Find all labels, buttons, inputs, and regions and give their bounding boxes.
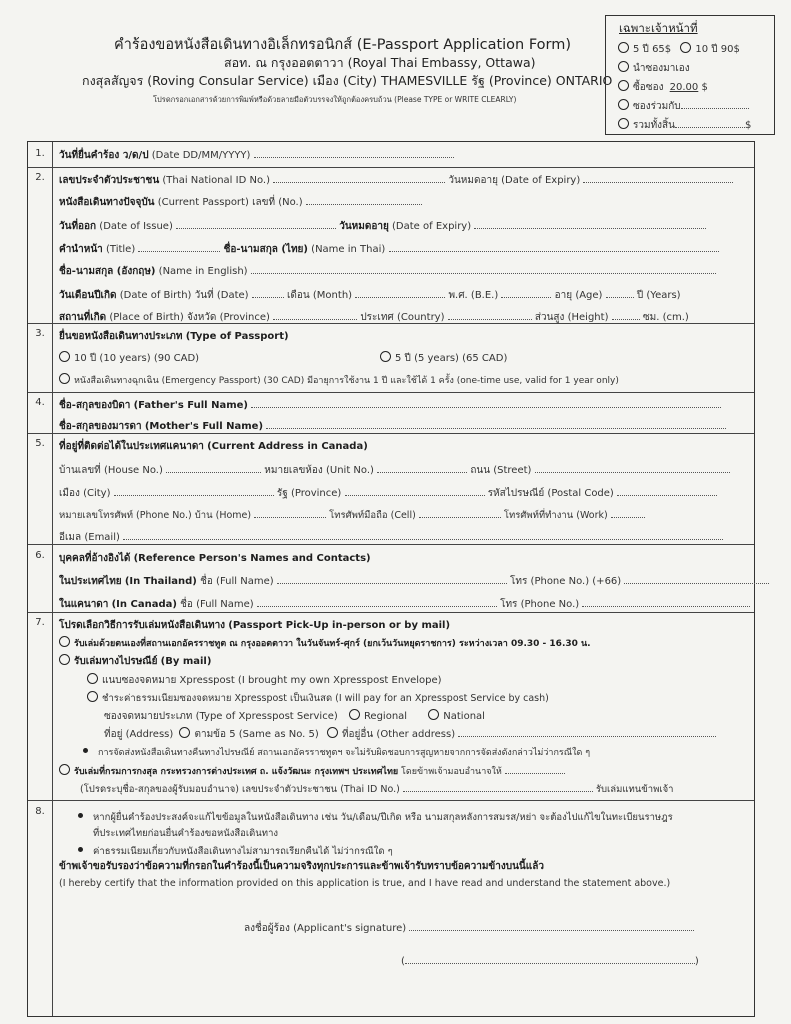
pob-label-th: สถานที่เกิด: [59, 312, 107, 323]
pob-province-label-en: (Province): [219, 312, 270, 323]
title-thai: คำร้องขอหนังสือเดินทางอิเล็กทรอนิกส์: [114, 37, 353, 53]
option-10-years-radio[interactable]: [59, 351, 70, 362]
self-envelope-label: นำซองมาเอง: [633, 63, 690, 74]
total-field[interactable]: [675, 118, 745, 128]
mail-pickup-label-en: (By mail): [160, 656, 212, 667]
age-label-th: อายุ: [554, 290, 573, 301]
mail-liability-note-text: การจัดส่งหนังสือเดินทางคืนทางไปรษณีย์ สถานเอกอัครราชทูตฯ จะไม่รับผิดชอบการสูญหายจากการจัดส่งดังกล่าวไม่ว่ากรณีใด ๆ: [98, 748, 591, 758]
mother-name-field[interactable]: [266, 419, 726, 429]
pay-service-radio[interactable]: [87, 691, 98, 702]
city-thai: เมือง: [312, 73, 339, 88]
section-number-7: 7.: [35, 617, 45, 628]
own-envelope-radio[interactable]: [87, 673, 98, 684]
thai-id-label-th: เลขประจำตัวประชาชน: [59, 175, 160, 186]
option-5-years-label: 5 ปี (5 years) (65 CAD): [395, 353, 508, 364]
embassy-line: [224, 53, 536, 73]
office-title: เฉพาะเจ้าหน้าที่: [619, 21, 698, 35]
option-10y-radio[interactable]: [680, 42, 691, 53]
bullet-icon: [83, 748, 88, 753]
title-english: (E-Passport Application Form): [356, 37, 572, 53]
section-6-heading: [59, 551, 371, 566]
father-label-th: ชื่อ-สกุลของบิดา: [59, 400, 131, 411]
ref-canada-label-en: (In Canada): [111, 599, 177, 610]
email-label-en: (Email): [84, 532, 120, 543]
office-use-box: [605, 15, 775, 135]
embassy-pickup-radio[interactable]: [59, 636, 70, 647]
city-english: (City) THAMESVILLE: [342, 73, 468, 88]
row-city-postal: [59, 486, 717, 501]
postal-label-en: (Postal Code): [547, 488, 614, 499]
delivery-address-label-th: ที่อยู่: [104, 729, 123, 740]
signature-field[interactable]: [409, 921, 694, 931]
note-fee-nonrefundable: [78, 844, 393, 859]
work-label-th: โทรศัพท์ที่ทำงาน: [503, 510, 574, 521]
option-10-years-label: 10 ปี (10 years) (90 CAD): [74, 353, 200, 364]
father-name-field[interactable]: [251, 398, 721, 408]
english-name-field[interactable]: [251, 264, 716, 274]
ministry-pickup-label: รับเล่มที่กรมการกงสุล กระทรวงการต่างประเทศ ถ. แจ้งวัฒนะ กรุงเทพฯ ประเทศไทย: [74, 767, 399, 777]
signature-label-th: ลงชื่อผู้ร้อง: [244, 923, 290, 934]
joint-envelope-radio[interactable]: [618, 99, 629, 110]
english-name-label-en: (Name in English): [158, 266, 248, 277]
proxy-id-field[interactable]: [403, 782, 593, 792]
pickup-label-th: โปรดเลือกวิธีการรับเล่มหนังสือเดินทาง: [59, 620, 226, 631]
ref-thailand-name-label-en: (Full Name): [216, 576, 274, 587]
other-address-field[interactable]: [458, 727, 716, 737]
certification-thai: ข้าพเจ้าขอรับรองว่าข้อความที่กรอกในคำร้องนี้เป็นความจริงทุกประการและข้าพเจ้ารับทราบข้อความข้างบนนี้แล้ว: [59, 861, 544, 872]
dob-label-th: วันเดือนปีเกิด: [59, 290, 117, 301]
note-amend-info-cont: ที่ประเทศไทยก่อนยื่นคำร้องขอหนังสือเดินทาง: [93, 828, 279, 839]
option-embassy-pickup[interactable]: [59, 636, 591, 650]
buy-envelope-label: ซื้อซอง: [633, 82, 664, 93]
total-radio[interactable]: [618, 118, 629, 129]
postal-label-th: รหัสไปรษณีย์: [487, 488, 545, 499]
years-label-en: (Years): [646, 290, 681, 301]
reference-label-th: บุคคลที่อ้างอิงได้: [59, 553, 131, 564]
home-phone-field[interactable]: [254, 508, 326, 518]
ref-thailand-name-label-th: ชื่อ: [200, 576, 213, 587]
same-as-5-radio[interactable]: [179, 727, 190, 738]
dob-day-field[interactable]: [252, 288, 284, 298]
id-expiry-field[interactable]: [583, 173, 733, 183]
row-current-passport: [59, 195, 422, 210]
row-issue-expiry: [59, 219, 706, 234]
ref-canada-name-label-en: (Full Name): [196, 599, 254, 610]
unit-label-th: หมายเลขห้อง: [264, 465, 323, 476]
mother-label-en: (Mother's Full Name): [144, 421, 264, 432]
same-as-5-label: ตามข้อ 5 (Same as No. 5): [194, 729, 319, 740]
father-label-en: (Father's Full Name): [133, 400, 248, 411]
embassy-thai: สอท. ณ กรุงออตตาวา: [224, 55, 344, 70]
self-envelope-radio[interactable]: [618, 61, 629, 72]
section-number-6: 6.: [35, 550, 45, 561]
envelope-currency: $: [701, 82, 708, 93]
dob-year-field[interactable]: [501, 288, 551, 298]
passport-no-label-th: เลขที่: [252, 197, 276, 208]
pob-province-field[interactable]: [273, 310, 357, 320]
mail-liability-note: [83, 745, 590, 759]
ref-thailand-name-field[interactable]: [277, 574, 507, 584]
thai-id-field[interactable]: [273, 173, 445, 183]
country-label-th: ประเทศ: [360, 312, 394, 323]
paren-close: ): [694, 956, 699, 967]
row-divider: [28, 392, 754, 393]
proxy-tail-label: รับเล่มแทนข้าพเจ้า: [595, 784, 674, 795]
thai-name-label-en: (Name in Thai): [311, 244, 386, 255]
postal-code-field[interactable]: [617, 486, 717, 496]
work-label-en: (Work): [576, 510, 608, 521]
row-title-name-th: [59, 242, 719, 257]
signature-row: [244, 921, 694, 936]
option-ministry-pickup[interactable]: [59, 764, 565, 778]
number-column-divider: [52, 142, 53, 1016]
certification-english: (I hereby certify that the information provided on this application is true, and I have read and understand the statement above.): [59, 878, 671, 889]
cell-label-en: (Cell): [390, 510, 416, 521]
mail-pickup-radio[interactable]: [59, 654, 70, 665]
years-label-th: ปี: [636, 290, 644, 301]
envelope-price: 20.00: [669, 82, 699, 93]
passport-no-label-en: (No.): [278, 197, 303, 208]
passport-number-field[interactable]: [306, 195, 422, 205]
be-label-en: (B.E.): [470, 290, 499, 301]
ref-canada-phone-label-en: (Phone No.): [520, 599, 580, 610]
passport-expiry-label-th: วันหมดอายุ: [339, 221, 389, 232]
country-label-en: (Country): [396, 312, 445, 323]
mail-pickup-label-th: รับเล่มทางไปรษณีย์: [74, 656, 158, 667]
unit-label-en: (Unit No.): [325, 465, 374, 476]
province-english: (Province) ONTARIO: [488, 73, 613, 88]
day-label-en: (Date): [216, 290, 249, 301]
office-total: [618, 118, 751, 133]
street-label-th: ถนน: [470, 465, 491, 476]
note-amend-info: [78, 810, 673, 825]
embassy-pickup-label: รับเล่มด้วยตนเองที่สถานเอกอัครราชทูต ณ กรุงออตตาวา ในวันจันทร์-ศุกร์ (ยกเว้นวันหยุดราชการ) ระหว่างเวลา 09.30 - 16.30 น.: [74, 639, 591, 649]
date-label-th: วันที่ยื่นคำร้อง ว/ด/ป: [59, 150, 149, 161]
row-reference-canada: [59, 597, 750, 612]
section-5-heading: [59, 439, 368, 454]
province-thai: รัฐ: [471, 73, 485, 88]
row-name-en: [59, 264, 716, 279]
unit-number-field[interactable]: [377, 463, 467, 473]
house-number-field[interactable]: [166, 463, 261, 473]
month-label-th: เดือน: [286, 290, 310, 301]
section-1-date: [59, 148, 454, 163]
regional-label: Regional: [363, 711, 408, 722]
xpresspost-type-label-en: (Type of Xpresspost Service): [195, 711, 338, 722]
row-delivery-address: [104, 727, 716, 742]
signature-label-en: (Applicant's signature): [293, 923, 407, 934]
note-amend-info-text: หากผู้ยื่นคำร้องประสงค์จะแก้ไขข้อมูลในหนังสือเดินทาง เช่น วัน/เดือน/ปีเกิด หรือ นามสกุลหลังการสมรส/หย่า จะต้องไปแก้ไขในทะเบียนราษฎร: [93, 812, 673, 823]
row-place-of-birth: [59, 310, 689, 325]
option-emergency-label: หนังสือเดินทางฉุกเฉิน (Emergency Passport) (30 CAD) มีอายุการใช้งาน 1 ปี และใช้ได้ 1 ครั้ง (one-time use, valid for 1 year only): [74, 376, 619, 386]
row-father-name: [59, 398, 721, 413]
section-number-1: 1.: [35, 148, 45, 159]
section-number-4: 4.: [35, 397, 45, 408]
ministry-pickup-tail: โดยข้าพเจ้ามอบอำนาจให้: [401, 767, 502, 777]
embassy-english: (Royal Thai Embassy, Ottawa): [347, 55, 536, 70]
consular-thai: กงสุลสัญจร: [82, 73, 144, 88]
passport-expiry-label-en: (Date of Expiry): [392, 221, 472, 232]
row-phones: [59, 508, 645, 523]
ref-thailand-phone-label-en: (Phone No.) (+66): [530, 576, 622, 587]
consular-english: (Roving Consular Service): [147, 73, 309, 88]
joint-envelope-field[interactable]: [681, 99, 749, 109]
ref-canada-name-field[interactable]: [257, 597, 497, 607]
proxy-id-label-th: (โปรดระบุชื่อ-สกุลของผู้รับมอบอำนาจ) เลขประจำตัวประชาชน: [80, 784, 338, 795]
house-label-th: บ้านเลขที่: [59, 465, 101, 476]
application-form-table: [27, 141, 755, 1017]
dob-month-field[interactable]: [355, 288, 445, 298]
issue-date-label-en: (Date of Issue): [99, 221, 173, 232]
phone-label-en: (Phone No.): [136, 510, 192, 521]
thai-name-label-th: ชื่อ-นามสกุล (ไทย): [223, 244, 308, 255]
total-currency: $: [745, 120, 752, 131]
option-emergency[interactable]: [59, 373, 619, 387]
row-divider: [28, 167, 754, 168]
work-phone-field[interactable]: [611, 508, 645, 518]
option-5y-label: 5 ปี 65$: [633, 44, 672, 55]
province-label-th: รัฐ: [276, 488, 288, 499]
address-label-th: ที่อยู่ที่ติดต่อได้ในประเทศแคนาดา: [59, 441, 204, 452]
option-own-envelope[interactable]: [87, 673, 442, 688]
consular-line: [82, 71, 612, 91]
issue-date-field[interactable]: [176, 219, 336, 229]
be-label-th: พ.ศ.: [448, 290, 468, 301]
phone-label-th: หมายเลขโทรศัพท์: [59, 510, 134, 521]
option-mail-pickup[interactable]: [59, 654, 211, 669]
proxy-name-field[interactable]: [505, 764, 565, 774]
pay-service-label: ชำระค่าธรรมเนียมซองจดหมาย Xpresspost เป็นเงินสด (I will pay for an Xpresspost Service by cash): [102, 693, 549, 704]
ref-canada-label-th: ในแคนาดา: [59, 599, 109, 610]
month-label-en: (Month): [312, 290, 353, 301]
pickup-label-en: (Passport Pick-Up in-person or by mail): [228, 620, 451, 631]
title-field[interactable]: [138, 242, 220, 252]
mother-label-th: ชื่อ-สกุลของมารดา: [59, 421, 142, 432]
note-fee-text: ค่าธรรมเนียมเกี่ยวกับหนังสือเดินทางไม่สามารถเรียกคืนได้ ไม่ว่ากรณีใด ๆ: [93, 846, 393, 857]
cm-label-th: ซม.: [642, 312, 660, 323]
passport-type-label-en: (Type of Passport): [185, 331, 289, 342]
submission-date-field[interactable]: [254, 148, 454, 158]
email-label-th: อีเมล: [59, 532, 82, 543]
pob-province-label-th: จังหวัด: [186, 312, 217, 323]
city-label-th: เมือง: [59, 488, 80, 499]
option-emergency-radio[interactable]: [59, 373, 70, 384]
row-xpresspost-type: [104, 709, 485, 724]
issue-date-label-th: วันที่ออก: [59, 221, 97, 232]
option-10-years[interactable]: [59, 351, 199, 366]
row-date-of-birth: [59, 288, 681, 303]
cell-label-th: โทรศัพท์มือถือ: [329, 510, 388, 521]
proxy-id-label-en: (Thai ID No.): [340, 784, 400, 795]
paren-open: (: [401, 956, 405, 967]
thai-id-label-en: (Thai National ID No.): [162, 175, 270, 186]
title-label-en: (Title): [106, 244, 136, 255]
province-label-en: (Province): [290, 488, 342, 499]
office-self-envelope: [618, 61, 690, 76]
cm-label-en: (cm.): [662, 312, 689, 323]
ref-thailand-phone-field[interactable]: [624, 574, 769, 584]
printed-name-row: [401, 954, 699, 967]
city-label-en: (City): [83, 488, 111, 499]
pob-country-field[interactable]: [448, 310, 532, 320]
own-envelope-label: แนบซองจดหมาย Xpresspost (I brought my own Xpresspost Envelope): [102, 675, 442, 686]
age-field[interactable]: [606, 288, 634, 298]
instruction-text: โปรดกรอกเอกสารด้วยการพิมพ์หรือด้วยลายมือตัวบรรจงให้ถูกต้องครบถ้วน (Please TYPE or WRITE CLEARLY): [153, 95, 517, 104]
row-proxy-id: [80, 782, 674, 797]
ref-thailand-label-th: ในประเทศไทย: [59, 576, 122, 587]
section-number-2: 2.: [35, 172, 45, 183]
ref-canada-phone-label-th: โทร: [500, 599, 518, 610]
passport-expiry-field[interactable]: [474, 219, 706, 229]
row-divider: [28, 612, 754, 613]
ref-canada-phone-field[interactable]: [582, 597, 750, 607]
passport-type-label-th: ยื่นขอหนังสือเดินทางประเภท: [59, 331, 183, 342]
house-label-en: (House No.): [103, 465, 163, 476]
row-thai-id: [59, 173, 733, 188]
height-label-th: ส่วนสูง: [534, 312, 565, 323]
other-address-radio[interactable]: [327, 727, 338, 738]
row-mother-name: [59, 419, 726, 434]
ref-thailand-phone-label-th: โทร: [510, 576, 528, 587]
passport-label-en: (Current Passport): [157, 197, 249, 208]
ministry-pickup-radio[interactable]: [59, 764, 70, 775]
dob-label-en: (Date of Birth): [119, 290, 192, 301]
buy-envelope-radio[interactable]: [618, 80, 629, 91]
section-number-5: 5.: [35, 438, 45, 449]
option-5-years-radio[interactable]: [380, 351, 391, 362]
regional-radio[interactable]: [349, 709, 360, 720]
age-label-en: (Age): [575, 290, 603, 301]
section-3-heading: [59, 329, 289, 344]
bullet-icon: [78, 813, 83, 818]
id-expiry-label-th: วันหมดอายุ: [448, 175, 498, 186]
printed-name-field[interactable]: [405, 954, 695, 964]
national-label: National: [443, 711, 485, 722]
section-number-8: 8.: [35, 806, 45, 817]
email-field[interactable]: [123, 530, 723, 540]
english-name-label-th: ชื่อ-นามสกุล (อังกฤษ): [59, 266, 156, 277]
passport-label-th: หนังสือเดินทางปัจจุบัน: [59, 197, 155, 208]
row-divider: [28, 800, 754, 801]
other-address-label: ที่อยู่อื่น (Other address): [341, 729, 456, 740]
date-label-en: (Date DD/MM/YYYY): [151, 150, 251, 161]
id-expiry-label-en: (Date of Expiry): [501, 175, 581, 186]
office-fee-options: [618, 42, 740, 57]
option-5y-radio[interactable]: [618, 42, 629, 53]
home-label-th: บ้าน: [194, 510, 213, 521]
ref-canada-name-label-th: ชื่อ: [180, 599, 193, 610]
home-label-en: (Home): [215, 510, 252, 521]
row-house-street: [59, 463, 730, 478]
joint-envelope-label: ซองร่วมกับ: [633, 101, 681, 112]
office-buy-envelope: [618, 80, 708, 95]
street-field[interactable]: [535, 463, 730, 473]
xpresspost-type-label-th: ซองจดหมายประเภท: [104, 711, 193, 722]
section-number-3: 3.: [35, 328, 45, 339]
national-radio[interactable]: [428, 709, 439, 720]
ref-thailand-label-en: (In Thailand): [124, 576, 197, 587]
delivery-address-label-en: (Address): [125, 729, 174, 740]
height-label-en: (Height): [567, 312, 609, 323]
street-label-en: (Street): [493, 465, 532, 476]
office-joint-envelope: [618, 99, 749, 114]
option-pay-service[interactable]: [87, 691, 549, 706]
height-field[interactable]: [612, 310, 640, 320]
row-email: [59, 530, 723, 545]
city-field[interactable]: [114, 486, 274, 496]
day-label-th: วันที่: [194, 290, 214, 301]
thai-name-field[interactable]: [389, 242, 719, 252]
pob-label-en: (Place of Birth): [109, 312, 184, 323]
bullet-icon: [78, 847, 83, 852]
cell-phone-field[interactable]: [419, 508, 501, 518]
option-5-years[interactable]: [380, 351, 507, 366]
province-field[interactable]: [345, 486, 485, 496]
reference-label-en: (Reference Person's Names and Contacts): [133, 553, 371, 564]
total-label: รวมทั้งสิ้น: [633, 120, 675, 131]
title-label-th: คำนำหน้า: [59, 244, 103, 255]
row-reference-thailand: [59, 574, 769, 589]
section-7-heading: [59, 618, 450, 633]
option-10y-label: 10 ปี 90$: [695, 44, 740, 55]
address-label-en: (Current Address in Canada): [207, 441, 368, 452]
